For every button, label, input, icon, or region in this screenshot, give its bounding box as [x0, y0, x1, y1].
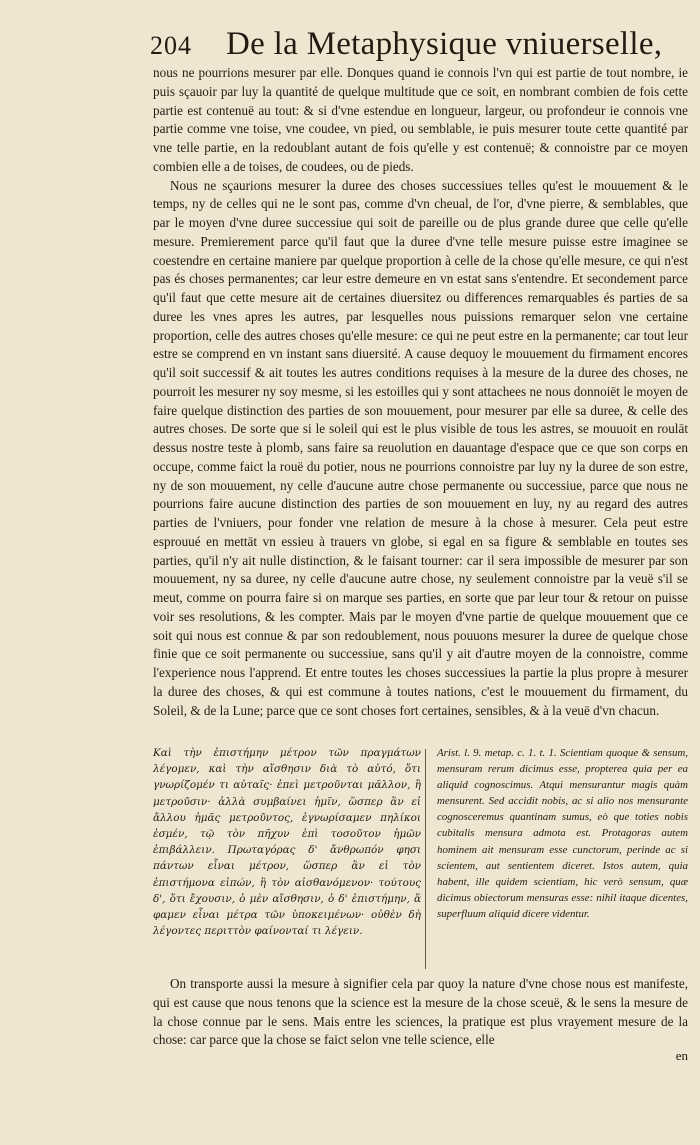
- marginal-notes: [153, 745, 688, 970]
- running-title: De la Metaphysique vniuerselle,: [226, 26, 663, 62]
- catchword: en: [675, 1048, 688, 1063]
- column-divider: [425, 749, 426, 969]
- main-paragraph-1: nous ne pourrions mesurer par elle. Donques quand ie connois l'vn qui est partie de tout nombre, ie puis sçauoir par luy la quantité de quelque multitude que ce soit, en nombrant combien de fois cette partie est contenuë au tout: & si d'vne estendue en longueur, largeur, ou profondeur ie connois vne partie comme vne toise, vne coudee, vn pied, ou semblable, ie puis mesurer toute cette quantité par vne telle partie, en la redoublant autant de fois qu'elle y est contenuë; & connoistre par ce moyen combien elle a de toises, de coudees, ou de pieds.: [153, 65, 688, 174]
- main-paragraph-2: Nous ne sçaurions mesurer la duree des choses successiues telles qu'est le mouuement & le temps, ny de celles qui ne le sont pas, comme d'vn cheual, de l'or, d'vne pierre, & semblables, que par le moyen d'vne duree successiue qui soit de pareille ou de plus grande duree que celle qu'elle mesure. Premierement parce qu'il faut que la duree d'vne telle mesure puisse estre imaginee se coestendre en certaine maniere par quelque proportion à celle de la chose qu'elle mesure, ce qui n'est pas és choses permanentes; car leur estre demeure en vn estat sans s'entendre. Et secondement parce qu'il faut que cette mesure ait de certaines diuersitez ou differences remarquables és parties de sa duree les vnes apres les autres, par lesquelles nous puissions remarquer selon vne certaine proportion, celle des autres choses qu'elle mesure: ce qui ne peut estre en la permanente; car tout leur estre se comprend en vn instant sans diuersité. A cause dequoy le mouuement du firmament encores qu'il soit successif & ait toutes les autres conditions requises à la mesure de la duree des choses, ne pourroit les mesurer ny soy mesme, si les estoilles qui y sont attachees ne nous donnoiēt le moyen de faire quelque distinction des parties de son mouuement, pour mesurer par elle sa duree, & celle des autres choses. De sorte que si le soleil qui est le plus visible de tous les astres, se mouuoit en roulāt dessus nostre teste à plomb, sans faire sa reuolution en dauantage d'espace que ce que son corps en occupe, comme faict la rouë du potier, nous ne pourrions connoistre par luy ny la duree de son estre, ny de son mouuement, ny celle d'aucune autre chose permanente ou successiue, parce que nous ne pourrions faire aucune distinction des parties de son mouuement en luy, ny au regard des autres parties de l'vniuers, pour fonder vne relation de mesure à la chose à mesurer. Cela peut estre esprouué en mettāt vn essieu à trauers vn globe, si egal en sa figure & semblable en toutes ses parties, qu'il n'y ait nulle distinction, & le faisant tourner: car il sera impossible de mesurer par son mouuement, ny sa duree, ny celle d'aucune autre chose, ny seulement connoistre par la veuë s'il se meut, comme on pourra faire si on marque ses parties, en sorte que par leur tour & retour on puisse voir ses resolutions, & les compter. Mais par le moyen d'vne partie de quelque mouuement que ce soit qui nous est connue & par son redoublement, nous pouuons mesurer la duree de quelque chose finie que ce soit permanente ou successiue, sans qu'il y ait d'autre moyen de la connoistre, comme l'experience nous l'apprend. Et entre toutes les choses successiues la partie la plus propre à mesurer la duree des choses, & qui est commune à toutes nations, c'est le mouuement du firmament, du Soleil, & de la Lune; parce que ce sont choses fort certaines, sensibles, & à la veuë d'vn chacun.: [153, 177, 688, 718]
- page-number: 204: [150, 31, 192, 60]
- main-text: [153, 64, 688, 720]
- latin-quotation: Arist. l. 9. metap. c. 1. t. 1. Scientiam quoque & sensum, mensuram rerum dicimus esse, propterea quia per ea aliquid cognoscimus. Atqui mensurantur magis quàm mensurent. Sed accidit nobis, ac si alio nos mensurante cognosceremus quantinam sumus, eò que toties nobis cubitalis mensura admota est. Protagoras autem hominem ait mensuram esse cunctorum, perinde ac si scientem, aut sentientem diceret. Istos autem, quia habent, ille quidem scientiam, hic verò sensum, quæ dicimus obiectorum mensuras esse: nihil itaque dicentes, superfluum aliquid dicere videntur.: [437, 747, 688, 920]
- greek-quotation: Καὶ τὴν ἐπιστήμην μέτρον τῶν πραγμάτων λέγομεν, καὶ τὴν αἴσθησιν διὰ τὸ αὐτό, ὅτι γνωρίζομέν τι αὐταῖς· ἐπεὶ μετροῦνται μᾶλλον, ἢ μετροῦσιν· ἀλλὰ συμβαίνει ἡμῖν, ὥσπερ ἂν εἰ ἄλλου ἡμᾶς μετροῦντος, ἐγνωρίσαμεν πηλίκοι ἐσμέν, τῷ τὸν πῆχυν ἐπὶ τοσοῦτον ἡμῶν ἐπιβάλλειν. Πρωταγόρας δ' ἄνθρωπόν φησι πάντων εἶναι μέτρον, ὥσπερ ἂν εἰ τὸν ἐπιστήμονα εἰπών, ἢ τὸν αἰσθανόμενον· τούτους δ', ὅτι ἔχουσιν, ὁ μὲν αἴσθησιν, ὁ δ' ἐπιστήμην, ἅ φαμεν εἶναι μέτρα τῶν ὑποκειμένων· οὐθὲν δὴ λέγοντες περιττὸν φαίνονταί τι λέγειν.: [153, 747, 421, 938]
- closing-paragraph-text: On transporte aussi la mesure à signifier cela par quoy la nature d'vne chose nous est manifeste, qui est cause que nous tenons que la science est la mesure de la chose sceuë, & le sens la mesure de la chose connue par le sens. Mais entre les sciences, la pratique est plus vrayement mesure de la chose: car parce que la chose se faict selon vne telle science, elle: [153, 976, 688, 1048]
- closing-paragraph: [153, 975, 688, 1050]
